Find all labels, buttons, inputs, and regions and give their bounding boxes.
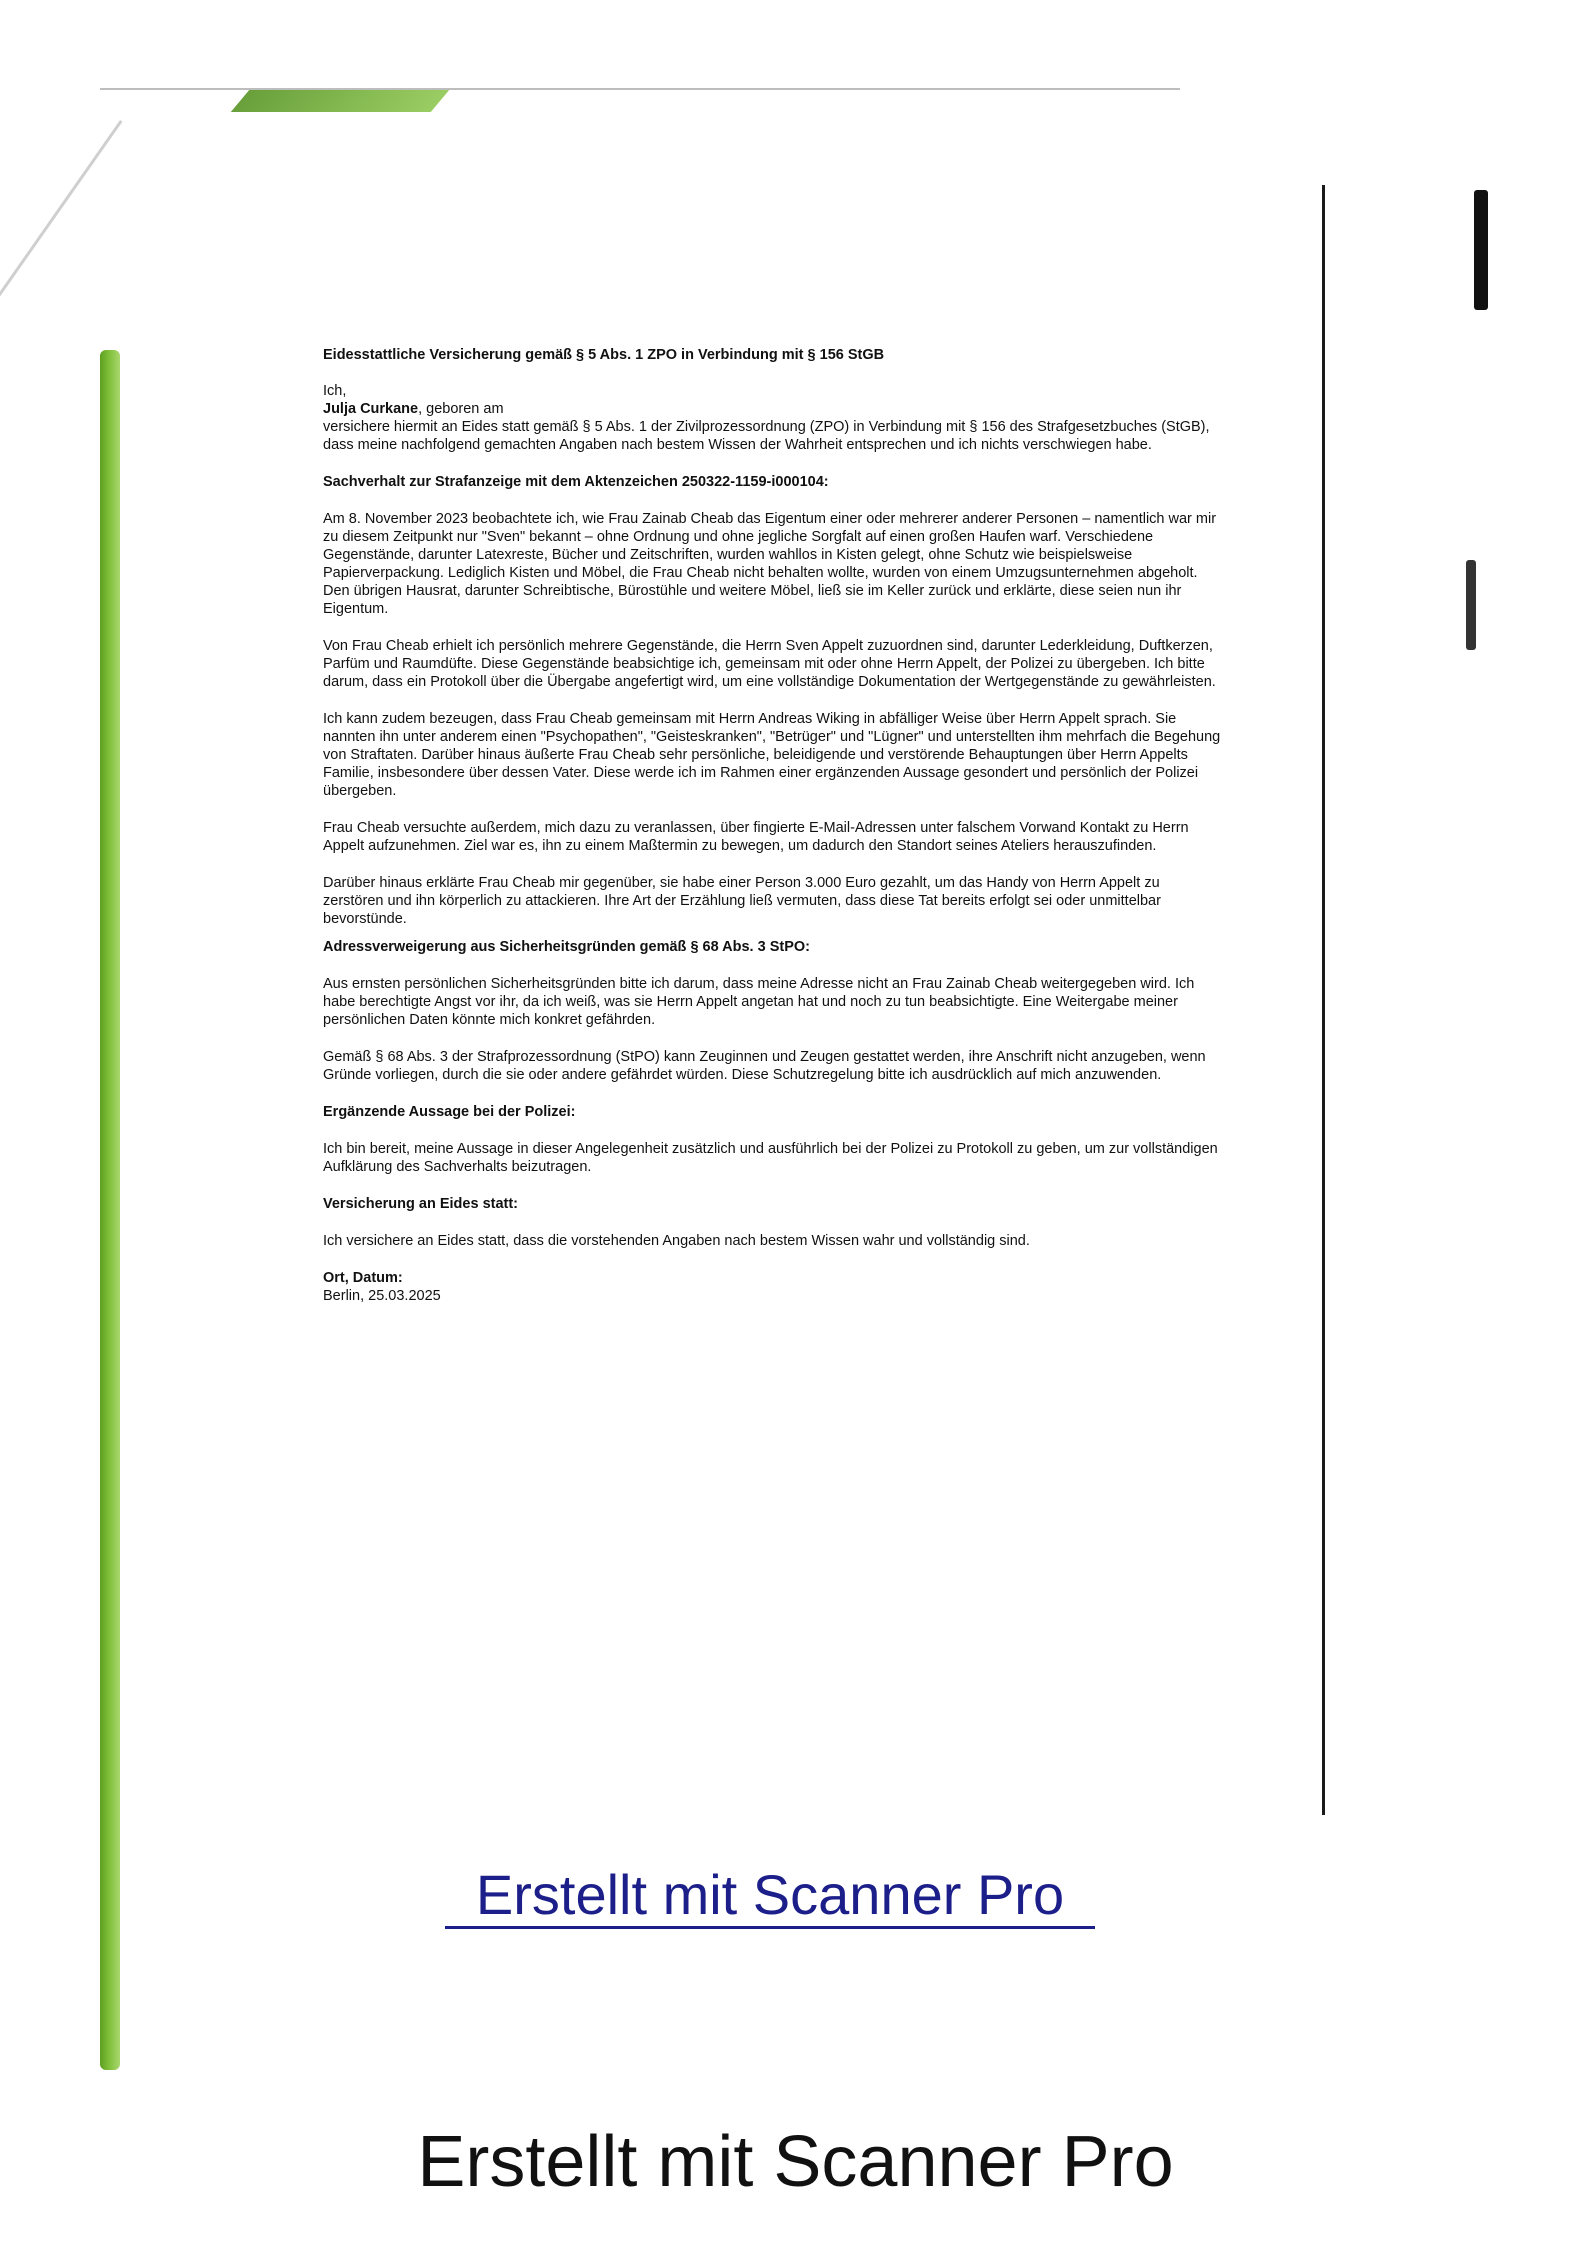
section-heading-statement: Ergänzende Aussage bei der Polizei: (323, 1104, 576, 1120)
paragraph: Ich versichere an Eides statt, dass die vorstehenden Angaben nach bestem Wissen wahr und vollständig sind. (323, 1233, 1030, 1249)
birth-label: , geboren am (418, 401, 504, 417)
footer-watermark: Erstellt mit Scanner Pro (417, 2122, 1174, 2202)
watermark-underline (445, 1926, 1095, 1929)
intro-name-line (323, 400, 1223, 418)
section-heading-facts: Sachverhalt zur Strafanzeige mit dem Aktenzeichen 250322-1159-i000104: (323, 474, 829, 490)
paragraph: Am 8. November 2023 beobachtete ich, wie Frau Zainab Cheab das Eigentum einer oder mehrerer anderer Personen – namentlich war mir zu diesem Zeitpunkt nur "Sven" bekannt – ohne Ordnung und ohne jegliche Sorgfalt auf einen großen Haufen warf. Verschiedene Gegenstände, darunter Latexreste, Bücher und Zeitschriften, wurden wahllos in Kisten gelegt, ohne Schutz wie beispielsweise Papierverpackung. Lediglich Kisten und Möbel, die Frau Cheab nicht behalten wollte, wurden von einem Umzugsunternehmen abgeholt. Den übrigen Hausrat, darunter Schreibtische, Bürostühle und weitere Möbel, ließ sie im Keller zurück und erklärte, diese seien nun ihr Eigentum. (323, 511, 1217, 617)
place-date-label-text: Ort, Datum: (323, 1270, 403, 1286)
scan-right-edge (1322, 185, 1325, 1815)
scan-shadow-bar (1466, 560, 1476, 650)
paragraph: Von Frau Cheab erhielt ich persönlich mehrere Gegenstände, die Herrn Sven Appelt zuzuordnen sind, darunter Lederkleidung, Duftkerzen, Parfüm und Raumdüfte. Diese Gegenstände beabsichtige ich, gemeinsam mit oder ohne Herrn Appelt, der Polizei zu übergeben. Ich bitte darum, dass ein Protokoll über die Übergabe angefertigt wird, um eine vollständige Dokumentation der Wertgegenstände zu gewährleisten. (323, 638, 1216, 690)
green-tape-strip (100, 350, 120, 2070)
scan-shadow-bar (1474, 190, 1488, 310)
section-heading-address: Adressverweigerung aus Sicherheitsgründen gemäß § 68 Abs. 3 StPO: (323, 939, 810, 955)
paragraph: Aus ernsten persönlichen Sicherheitsgründen bitte ich darum, dass meine Adresse nicht an Frau Zainab Cheab weitergegeben wird. Ich habe berechtigte Angst vor ihr, da ich weiß, was sie Herrn Appelt angetan hat und noch zu tun beabsichtigte. Eine Weitergabe meiner persönlichen Daten könnte mich konkret gefährden. (323, 976, 1195, 1028)
place-date-value: Berlin, 25.03.2025 (323, 1288, 441, 1304)
place-date-label (323, 1269, 1223, 1287)
section-heading-oath: Versicherung an Eides statt: (323, 1196, 519, 1212)
intro-statement: versichere hiermit an Eides statt gemäß § 5 Abs. 1 der Zivilprozessordnung (ZPO) in Verbindung mit § 156 des Strafgesetzbuches (StGB), dass meine nachfolgend gemachten Angaben nach bestem Wissen der Wahrheit entsprechen und ich nichts verschwiegen habe. (323, 419, 1210, 453)
declarant-name: Julja Curkane (323, 401, 419, 417)
paragraph: Gemäß § 68 Abs. 3 der Strafprozessordnung (StPO) kann Zeuginnen und Zeugen gestattet werden, ihre Anschrift nicht anzugeben, wenn Gründe vorliegen, durch die sie oder andere gefährdet würden. Diese Schutzregelung bitte ich ausdrücklich auf mich anzuwenden. (323, 1049, 1206, 1083)
paragraph: Ich bin bereit, meine Aussage in dieser Angelegenheit zusätzlich und ausführlich bei der Polizei zu Protokoll zu geben, um zur vollständigen Aufklärung des Sachverhalts beizutragen. (323, 1141, 1218, 1175)
scanner-watermark: Erstellt mit Scanner Pro (475, 1863, 1065, 1926)
green-tape-corner (231, 90, 449, 112)
paragraph: Frau Cheab versuchte außerdem, mich dazu zu veranlassen, über fingierte E-Mail-Adressen unter falschem Vorwand Kontakt zu Herrn Appelt aufzunehmen. Ziel war es, ihn zu einem Maßtermin zu bewegen, um dadurch den Standort seines Ateliers herauszufinden. (323, 820, 1189, 854)
document-title: Eidesstattliche Versicherung gemäß § 5 Abs. 1 ZPO in Verbindung mit § 156 StGB (323, 347, 885, 363)
paragraph: Darüber hinaus erklärte Frau Cheab mir gegenüber, sie habe einer Person 3.000 Euro gezahlt, um das Handy von Herrn Appelt zu zerstören und ihn körperlich zu attackieren. Ihre Art der Erzählung ließ vermuten, dass diese Tat bereits erfolgt sei oder unmittelbar bevorstünde. (323, 875, 1161, 927)
paragraph: Ich kann zudem bezeugen, dass Frau Cheab gemeinsam mit Herrn Andreas Wiking in abfälliger Weise über Herrn Appelt sprach. Sie nannten ihn unter anderem einen "Psychopathen", "Geisteskranken", "Betrüger" und "Lügner" und unterstellten ihm mehrfach die Begehung von Straftaten. Darüber hinaus äußerte Frau Cheab sehr persönliche, beleidigende und verstörende Behauptungen über Herrn Appelts Familie, insbesondere über dessen Vater. Diese werde ich im Rahmen einer ergänzenden Aussage gesondert und persönlich der Polizei übergeben. (323, 711, 1221, 799)
paper-fold-edge (0, 120, 122, 367)
intro-line: Ich, (323, 383, 347, 399)
affidavit-document (323, 346, 1223, 1305)
